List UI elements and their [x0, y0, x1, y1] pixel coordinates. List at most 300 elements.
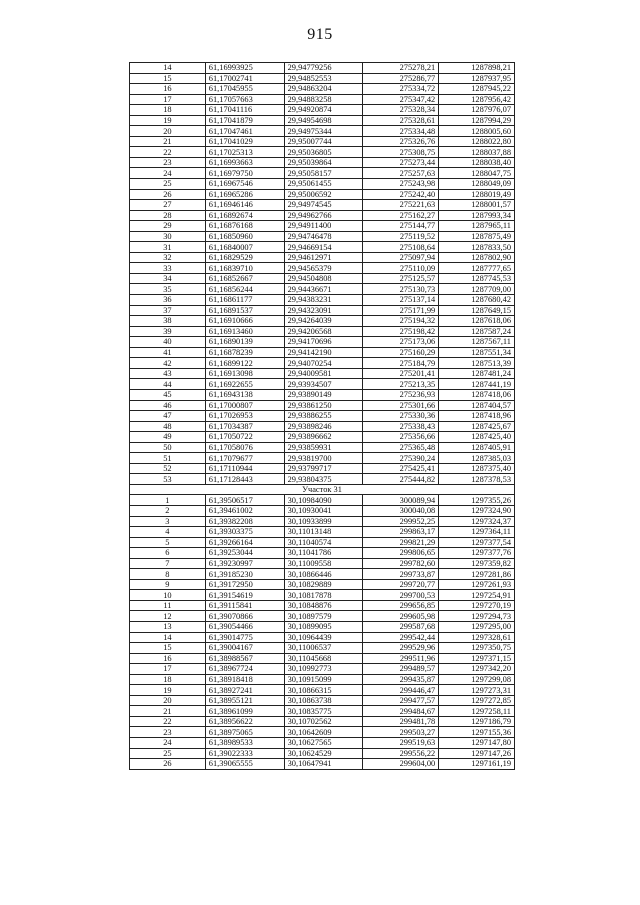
- point-number-cell: 40: [130, 337, 206, 348]
- x-coordinate-cell: 275184,79: [363, 358, 439, 369]
- x-coordinate-cell: 300040,08: [363, 505, 439, 516]
- table-row: [130, 759, 515, 770]
- table-row: [130, 685, 515, 696]
- point-number-cell: 22: [130, 147, 206, 158]
- longitude-cell: 30,10702562: [284, 716, 363, 727]
- longitude-cell: 29,93799717: [284, 463, 363, 474]
- longitude-cell: 30,10647941: [284, 759, 363, 770]
- y-coordinate-cell: 1297258,11: [439, 706, 515, 717]
- x-coordinate-cell: 299952,25: [363, 516, 439, 527]
- latitude-cell: 61,39115841: [205, 600, 284, 611]
- latitude-cell: 61,17041029: [205, 136, 284, 147]
- x-coordinate-cell: 275108,64: [363, 242, 439, 253]
- point-number-cell: 31: [130, 242, 206, 253]
- table-row: [130, 495, 515, 506]
- y-coordinate-cell: 1287802,90: [439, 252, 515, 263]
- longitude-cell: 30,10835775: [284, 706, 363, 717]
- latitude-cell: 61,16876168: [205, 221, 284, 232]
- latitude-cell: 61,16861177: [205, 295, 284, 306]
- point-number-cell: 1: [130, 495, 206, 506]
- point-number-cell: 23: [130, 727, 206, 738]
- point-number-cell: 37: [130, 305, 206, 316]
- latitude-cell: 61,16839710: [205, 263, 284, 274]
- x-coordinate-cell: 275328,61: [363, 115, 439, 126]
- point-number-cell: 22: [130, 716, 206, 727]
- y-coordinate-cell: 1287481,24: [439, 368, 515, 379]
- longitude-cell: 29,93859931: [284, 442, 363, 453]
- table-row: [130, 94, 515, 105]
- point-number-cell: 35: [130, 284, 206, 295]
- table-row: [130, 474, 515, 485]
- y-coordinate-cell: 1297359,82: [439, 558, 515, 569]
- y-coordinate-cell: 1287994,29: [439, 115, 515, 126]
- x-coordinate-cell: 299435,87: [363, 674, 439, 685]
- x-coordinate-cell: 275356,66: [363, 432, 439, 443]
- point-number-cell: 32: [130, 252, 206, 263]
- longitude-cell: 29,95061455: [284, 179, 363, 190]
- point-number-cell: 36: [130, 295, 206, 306]
- y-coordinate-cell: 1287956,42: [439, 94, 515, 105]
- x-coordinate-cell: 275308,75: [363, 147, 439, 158]
- longitude-cell: 29,94206568: [284, 326, 363, 337]
- y-coordinate-cell: 1287375,40: [439, 463, 515, 474]
- point-number-cell: 6: [130, 548, 206, 559]
- point-number-cell: 4: [130, 527, 206, 538]
- point-number-cell: 25: [130, 748, 206, 759]
- x-coordinate-cell: 275201,41: [363, 368, 439, 379]
- y-coordinate-cell: 1288047,75: [439, 168, 515, 179]
- x-coordinate-cell: 275162,27: [363, 210, 439, 221]
- point-number-cell: 53: [130, 474, 206, 485]
- latitude-cell: 61,16993925: [205, 63, 284, 74]
- x-coordinate-cell: 275347,42: [363, 94, 439, 105]
- point-number-cell: 46: [130, 400, 206, 411]
- x-coordinate-cell: 275273,44: [363, 157, 439, 168]
- latitude-cell: 61,38956622: [205, 716, 284, 727]
- y-coordinate-cell: 1297254,91: [439, 590, 515, 601]
- x-coordinate-cell: 275334,72: [363, 84, 439, 95]
- y-coordinate-cell: 1287441,19: [439, 379, 515, 390]
- longitude-cell: 30,10627565: [284, 738, 363, 749]
- table-row: [130, 73, 515, 84]
- latitude-cell: 61,39303375: [205, 527, 284, 538]
- point-number-cell: 50: [130, 442, 206, 453]
- latitude-cell: 61,39004167: [205, 643, 284, 654]
- longitude-cell: 30,10866315: [284, 685, 363, 696]
- table-row: [130, 358, 515, 369]
- table-row: [130, 368, 515, 379]
- table-row: [130, 432, 515, 443]
- point-number-cell: 19: [130, 115, 206, 126]
- longitude-cell: 30,10863738: [284, 695, 363, 706]
- longitude-cell: 29,94974545: [284, 200, 363, 211]
- longitude-cell: 29,95058157: [284, 168, 363, 179]
- point-number-cell: 33: [130, 263, 206, 274]
- y-coordinate-cell: 1287418,96: [439, 411, 515, 422]
- longitude-cell: 29,94565379: [284, 263, 363, 274]
- x-coordinate-cell: 299529,96: [363, 643, 439, 654]
- longitude-cell: 29,93898246: [284, 421, 363, 432]
- y-coordinate-cell: 1297147,26: [439, 748, 515, 759]
- point-number-cell: 9: [130, 579, 206, 590]
- latitude-cell: 61,16891537: [205, 305, 284, 316]
- latitude-cell: 61,16913098: [205, 368, 284, 379]
- y-coordinate-cell: 1297355,26: [439, 495, 515, 506]
- table-row: [130, 305, 515, 316]
- latitude-cell: 61,39266164: [205, 537, 284, 548]
- table-row: [130, 621, 515, 632]
- x-coordinate-cell: 275110,09: [363, 263, 439, 274]
- y-coordinate-cell: 1297272,85: [439, 695, 515, 706]
- point-number-cell: 16: [130, 84, 206, 95]
- y-coordinate-cell: 1288005,60: [439, 126, 515, 137]
- longitude-cell: 29,94264039: [284, 316, 363, 327]
- longitude-cell: 29,95039864: [284, 157, 363, 168]
- table-row: [130, 706, 515, 717]
- longitude-cell: 29,94170696: [284, 337, 363, 348]
- y-coordinate-cell: 1287405,91: [439, 442, 515, 453]
- table-row: [130, 716, 515, 727]
- latitude-cell: 61,16946146: [205, 200, 284, 211]
- point-number-cell: 30: [130, 231, 206, 242]
- y-coordinate-cell: 1297350,75: [439, 643, 515, 654]
- point-number-cell: 23: [130, 157, 206, 168]
- table-row: [130, 463, 515, 474]
- x-coordinate-cell: 300089,94: [363, 495, 439, 506]
- point-number-cell: 17: [130, 664, 206, 675]
- table-row: [130, 242, 515, 253]
- x-coordinate-cell: 275125,57: [363, 273, 439, 284]
- longitude-cell: 30,11040574: [284, 537, 363, 548]
- point-number-cell: 13: [130, 621, 206, 632]
- x-coordinate-cell: 299700,53: [363, 590, 439, 601]
- x-coordinate-cell: 275330,36: [363, 411, 439, 422]
- longitude-cell: 30,11013148: [284, 527, 363, 538]
- table-row: [130, 442, 515, 453]
- longitude-cell: 29,94852553: [284, 73, 363, 84]
- x-coordinate-cell: 299511,96: [363, 653, 439, 664]
- y-coordinate-cell: 1297295,00: [439, 621, 515, 632]
- y-coordinate-cell: 1297324,90: [439, 505, 515, 516]
- y-coordinate-cell: 1287745,53: [439, 273, 515, 284]
- table-row: [130, 379, 515, 390]
- y-coordinate-cell: 1287709,00: [439, 284, 515, 295]
- longitude-cell: 29,93861250: [284, 400, 363, 411]
- longitude-cell: 29,94009581: [284, 368, 363, 379]
- longitude-cell: 30,10642609: [284, 727, 363, 738]
- point-number-cell: 29: [130, 221, 206, 232]
- point-number-cell: 39: [130, 326, 206, 337]
- table-row: [130, 695, 515, 706]
- latitude-cell: 61,39014775: [205, 632, 284, 643]
- point-number-cell: 20: [130, 695, 206, 706]
- y-coordinate-cell: 1287418,06: [439, 389, 515, 400]
- latitude-cell: 61,38967724: [205, 664, 284, 675]
- longitude-cell: 29,93890149: [284, 389, 363, 400]
- latitude-cell: 61,39382208: [205, 516, 284, 527]
- latitude-cell: 61,16913460: [205, 326, 284, 337]
- table-row: [130, 537, 515, 548]
- x-coordinate-cell: 275097,94: [363, 252, 439, 263]
- table-row: [130, 664, 515, 675]
- y-coordinate-cell: 1288038,40: [439, 157, 515, 168]
- table-row: [130, 252, 515, 263]
- y-coordinate-cell: 1297261,93: [439, 579, 515, 590]
- latitude-cell: 61,39065555: [205, 759, 284, 770]
- point-number-cell: 19: [130, 685, 206, 696]
- y-coordinate-cell: 1297281,86: [439, 569, 515, 580]
- longitude-cell: 30,10930041: [284, 505, 363, 516]
- table-row: [130, 210, 515, 221]
- point-number-cell: 24: [130, 168, 206, 179]
- table-row: [130, 569, 515, 580]
- x-coordinate-cell: 299446,47: [363, 685, 439, 696]
- x-coordinate-cell: 275198,42: [363, 326, 439, 337]
- x-coordinate-cell: 275160,29: [363, 347, 439, 358]
- y-coordinate-cell: 1288049,09: [439, 179, 515, 190]
- longitude-cell: 30,11006537: [284, 643, 363, 654]
- longitude-cell: 30,11009558: [284, 558, 363, 569]
- x-coordinate-cell: 275390,24: [363, 453, 439, 464]
- x-coordinate-cell: 275243,98: [363, 179, 439, 190]
- x-coordinate-cell: 299821,29: [363, 537, 439, 548]
- y-coordinate-cell: 1288037,88: [439, 147, 515, 158]
- x-coordinate-cell: 299782,60: [363, 558, 439, 569]
- coordinates-table: [129, 62, 515, 770]
- longitude-cell: 29,93819700: [284, 453, 363, 464]
- point-number-cell: 26: [130, 189, 206, 200]
- latitude-cell: 61,16922655: [205, 379, 284, 390]
- point-number-cell: 16: [130, 653, 206, 664]
- table-row: [130, 105, 515, 116]
- point-number-cell: 24: [130, 738, 206, 749]
- latitude-cell: 61,17025313: [205, 147, 284, 158]
- x-coordinate-cell: 275278,21: [363, 63, 439, 74]
- longitude-cell: 29,93886255: [284, 411, 363, 422]
- point-number-cell: 10: [130, 590, 206, 601]
- point-number-cell: 2: [130, 505, 206, 516]
- longitude-cell: 30,10933899: [284, 516, 363, 527]
- x-coordinate-cell: 275194,32: [363, 316, 439, 327]
- y-coordinate-cell: 1287378,53: [439, 474, 515, 485]
- y-coordinate-cell: 1297147,80: [439, 738, 515, 749]
- x-coordinate-cell: 275326,76: [363, 136, 439, 147]
- x-coordinate-cell: 275130,73: [363, 284, 439, 295]
- latitude-cell: 61,16852667: [205, 273, 284, 284]
- y-coordinate-cell: 1287898,21: [439, 63, 515, 74]
- point-number-cell: 47: [130, 411, 206, 422]
- y-coordinate-cell: 1287385,03: [439, 453, 515, 464]
- table-row: [130, 231, 515, 242]
- x-coordinate-cell: 299519,63: [363, 738, 439, 749]
- table-row: [130, 400, 515, 411]
- y-coordinate-cell: 1287937,95: [439, 73, 515, 84]
- longitude-cell: 29,94612971: [284, 252, 363, 263]
- point-number-cell: 34: [130, 273, 206, 284]
- latitude-cell: 61,16965286: [205, 189, 284, 200]
- x-coordinate-cell: 299477,57: [363, 695, 439, 706]
- latitude-cell: 61,16892674: [205, 210, 284, 221]
- point-number-cell: 44: [130, 379, 206, 390]
- table-row: [130, 516, 515, 527]
- table-row: [130, 126, 515, 137]
- x-coordinate-cell: 299484,67: [363, 706, 439, 717]
- table-row: [130, 337, 515, 348]
- y-coordinate-cell: 1287425,67: [439, 421, 515, 432]
- point-number-cell: 52: [130, 463, 206, 474]
- longitude-cell: 29,94954698: [284, 115, 363, 126]
- point-number-cell: 8: [130, 569, 206, 580]
- y-coordinate-cell: 1288022,80: [439, 136, 515, 147]
- x-coordinate-cell: 299656,85: [363, 600, 439, 611]
- latitude-cell: 61,38989533: [205, 738, 284, 749]
- table-row: [130, 295, 515, 306]
- y-coordinate-cell: 1287875,49: [439, 231, 515, 242]
- y-coordinate-cell: 1287513,39: [439, 358, 515, 369]
- y-coordinate-cell: 1287833,50: [439, 242, 515, 253]
- longitude-cell: 30,10992773: [284, 664, 363, 675]
- y-coordinate-cell: 1297364,11: [439, 527, 515, 538]
- longitude-cell: 30,10829889: [284, 579, 363, 590]
- latitude-cell: 61,16899122: [205, 358, 284, 369]
- table-row: [130, 558, 515, 569]
- y-coordinate-cell: 1287649,15: [439, 305, 515, 316]
- point-number-cell: 21: [130, 136, 206, 147]
- point-number-cell: 27: [130, 200, 206, 211]
- point-number-cell: 25: [130, 179, 206, 190]
- x-coordinate-cell: 275444,82: [363, 474, 439, 485]
- table-row: [130, 453, 515, 464]
- x-coordinate-cell: 275213,35: [363, 379, 439, 390]
- y-coordinate-cell: 1287976,07: [439, 105, 515, 116]
- x-coordinate-cell: 299489,57: [363, 664, 439, 675]
- table-row: [130, 326, 515, 337]
- longitude-cell: 29,94436671: [284, 284, 363, 295]
- table-row: [130, 157, 515, 168]
- point-number-cell: 41: [130, 347, 206, 358]
- y-coordinate-cell: 1287965,11: [439, 221, 515, 232]
- latitude-cell: 61,38961099: [205, 706, 284, 717]
- table-row: [130, 179, 515, 190]
- table-row: [130, 284, 515, 295]
- longitude-cell: 29,94962766: [284, 210, 363, 221]
- table-row: [130, 643, 515, 654]
- latitude-cell: 61,17128443: [205, 474, 284, 485]
- y-coordinate-cell: 1297377,54: [439, 537, 515, 548]
- x-coordinate-cell: 275334,48: [363, 126, 439, 137]
- x-coordinate-cell: 299733,87: [363, 569, 439, 580]
- table-row: [130, 63, 515, 74]
- point-number-cell: 18: [130, 105, 206, 116]
- point-number-cell: 11: [130, 600, 206, 611]
- latitude-cell: 61,38955121: [205, 695, 284, 706]
- x-coordinate-cell: 275328,34: [363, 105, 439, 116]
- x-coordinate-cell: 299806,65: [363, 548, 439, 559]
- table-row: [130, 189, 515, 200]
- table-row: [130, 653, 515, 664]
- table-row: [130, 316, 515, 327]
- latitude-cell: 61,17057663: [205, 94, 284, 105]
- longitude-cell: 30,10624529: [284, 748, 363, 759]
- latitude-cell: 61,17079677: [205, 453, 284, 464]
- latitude-cell: 61,17058076: [205, 442, 284, 453]
- latitude-cell: 61,16967546: [205, 179, 284, 190]
- y-coordinate-cell: 1297299,08: [439, 674, 515, 685]
- x-coordinate-cell: 299556,22: [363, 748, 439, 759]
- y-coordinate-cell: 1287567,11: [439, 337, 515, 348]
- longitude-cell: 29,94779256: [284, 63, 363, 74]
- point-number-cell: 21: [130, 706, 206, 717]
- latitude-cell: 61,16910666: [205, 316, 284, 327]
- latitude-cell: 61,17034387: [205, 421, 284, 432]
- point-number-cell: 17: [130, 94, 206, 105]
- latitude-cell: 61,17041116: [205, 105, 284, 116]
- latitude-cell: 61,17047461: [205, 126, 284, 137]
- x-coordinate-cell: 275257,63: [363, 168, 439, 179]
- table-row: [130, 611, 515, 622]
- longitude-cell: 29,94911400: [284, 221, 363, 232]
- point-number-cell: 15: [130, 643, 206, 654]
- x-coordinate-cell: 299863,17: [363, 527, 439, 538]
- table-row: [130, 84, 515, 95]
- longitude-cell: 30,10915099: [284, 674, 363, 685]
- longitude-cell: 29,94883258: [284, 94, 363, 105]
- point-number-cell: 5: [130, 537, 206, 548]
- table-row: [130, 527, 515, 538]
- point-number-cell: 38: [130, 316, 206, 327]
- longitude-cell: 30,10964439: [284, 632, 363, 643]
- latitude-cell: 61,16943138: [205, 389, 284, 400]
- y-coordinate-cell: 1297186,79: [439, 716, 515, 727]
- table-row: [130, 748, 515, 759]
- x-coordinate-cell: 275301,66: [363, 400, 439, 411]
- point-number-cell: 3: [130, 516, 206, 527]
- x-coordinate-cell: 299720,77: [363, 579, 439, 590]
- point-number-cell: 48: [130, 421, 206, 432]
- longitude-cell: 29,93934507: [284, 379, 363, 390]
- table-row: [130, 389, 515, 400]
- latitude-cell: 61,16856244: [205, 284, 284, 295]
- table-row: [130, 579, 515, 590]
- y-coordinate-cell: 1287425,40: [439, 432, 515, 443]
- latitude-cell: 61,39253044: [205, 548, 284, 559]
- longitude-cell: 29,94669154: [284, 242, 363, 253]
- table-row: [130, 263, 515, 274]
- x-coordinate-cell: 275425,41: [363, 463, 439, 474]
- point-number-cell: 12: [130, 611, 206, 622]
- latitude-cell: 61,16878239: [205, 347, 284, 358]
- longitude-cell: 30,10897579: [284, 611, 363, 622]
- table-row: [130, 674, 515, 685]
- x-coordinate-cell: 299587,68: [363, 621, 439, 632]
- longitude-cell: 29,94323091: [284, 305, 363, 316]
- table-row: [130, 590, 515, 601]
- section-label: Участок 31: [130, 484, 515, 495]
- x-coordinate-cell: 275137,14: [363, 295, 439, 306]
- table-row: [130, 548, 515, 559]
- longitude-cell: 30,11045668: [284, 653, 363, 664]
- y-coordinate-cell: 1297273,31: [439, 685, 515, 696]
- longitude-cell: 29,94070254: [284, 358, 363, 369]
- longitude-cell: 29,94975344: [284, 126, 363, 137]
- x-coordinate-cell: 275173,06: [363, 337, 439, 348]
- section-header-row: [130, 484, 515, 495]
- table-row: [130, 136, 515, 147]
- table-row: [130, 411, 515, 422]
- longitude-cell: 30,10848876: [284, 600, 363, 611]
- x-coordinate-cell: 275221,63: [363, 200, 439, 211]
- y-coordinate-cell: 1287777,65: [439, 263, 515, 274]
